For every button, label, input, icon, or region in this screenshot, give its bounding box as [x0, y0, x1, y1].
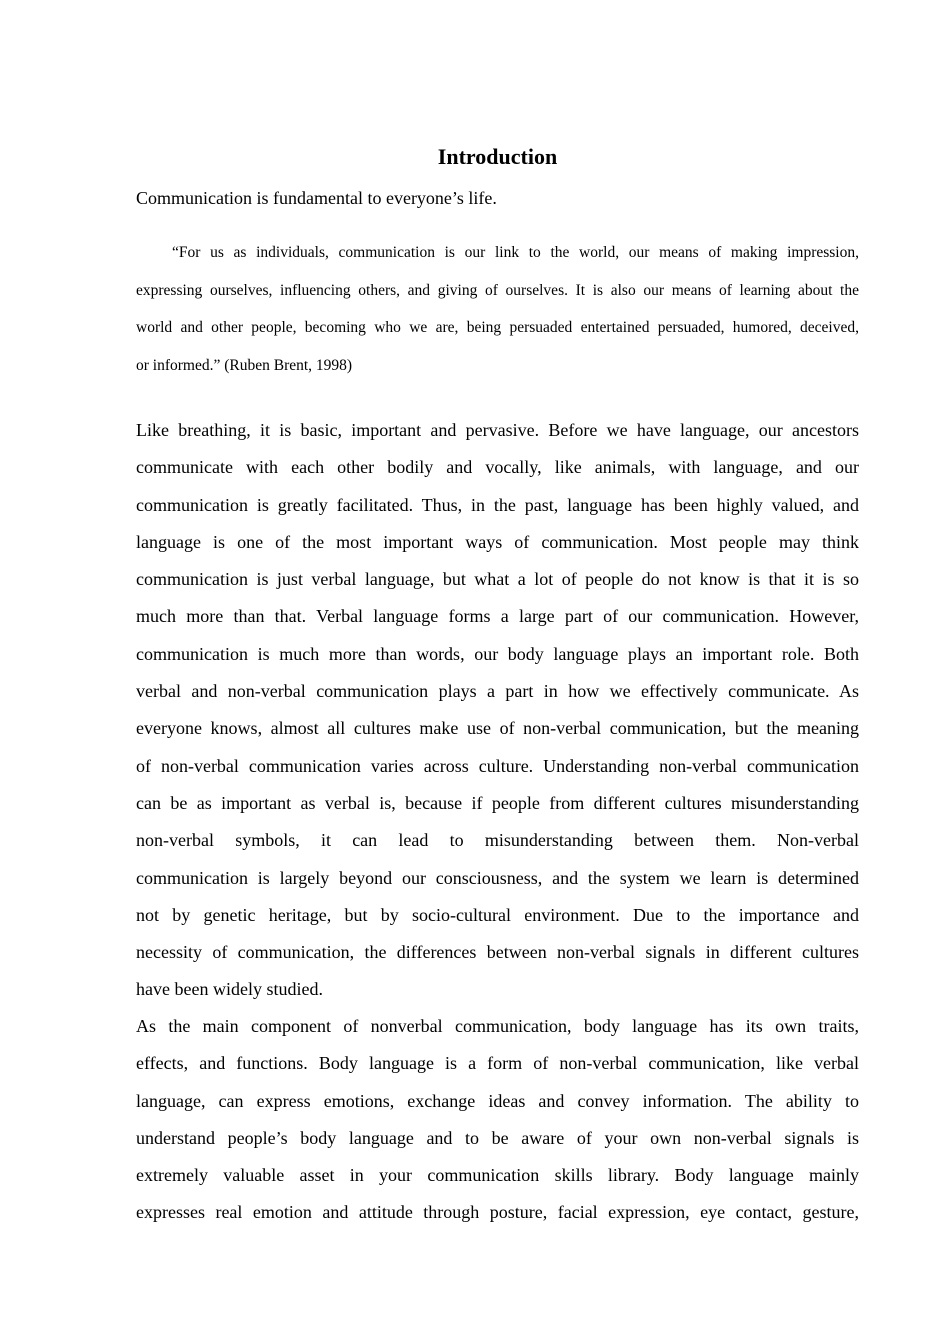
text-line: communication is greatly facilitated. Thus, in the past, language has been highly valued, and: [136, 494, 859, 515]
text-line: have been widely studied.: [136, 979, 323, 1000]
paragraph-1: [136, 418, 859, 1015]
text-line: everyone knows, almost all cultures make use of non-verbal communication, but the meaning: [136, 718, 859, 739]
text-line: can be as important as verbal is, because if people from different cultures misunderstanding: [136, 792, 859, 813]
block-quote: [136, 241, 859, 391]
text-line: expresses real emotion and attitude through posture, facial expression, eye contact, gesture,: [136, 1202, 859, 1223]
text-line: much more than that. Verbal language forms a large part of our communication. However,: [136, 606, 859, 627]
paragraph-2: [136, 1014, 859, 1238]
text-line: language, can express emotions, exchange ideas and convey information. The ability to: [136, 1090, 859, 1111]
text-line: not by genetic heritage, but by socio-cultural environment. Due to the importance and: [136, 904, 859, 925]
text-line: Like breathing, it is basic, important and pervasive. Before we have language, our ancestors: [136, 420, 859, 440]
text-line: world and other people, becoming who we are, being persuaded entertained persuaded, humored, deceived,: [136, 319, 859, 337]
text-line: communication is just verbal language, but what a lot of people do not know is that it is so: [136, 569, 859, 590]
page-title: Introduction: [437, 144, 558, 169]
text-line: verbal and non-verbal communication plays a part in how we effectively communicate. As: [136, 681, 859, 702]
text-line: of non-verbal communication varies across culture. Understanding non-verbal communication: [136, 755, 859, 776]
text-line: communicate with each other bodily and vocally, like animals, with language, and our: [136, 457, 859, 478]
text-line: understand people’s body language and to be aware of your own non-verbal signals is: [136, 1127, 859, 1148]
text-line: or informed.” (Ruben Brent, 1998): [136, 356, 353, 374]
text-line: language is one of the most important ways of communication. Most people may think: [136, 531, 859, 552]
text-line: communication is much more than words, our body language plays an important role. Both: [136, 643, 859, 664]
text-line: necessity of communication, the differences between non-verbal signals in different cultures: [136, 942, 859, 963]
text-line: non-verbal symbols, it can lead to misunderstanding between them. Non-verbal: [136, 830, 859, 851]
text-line: effects, and functions. Body language is a form of non-verbal communication, like verbal: [136, 1053, 859, 1074]
text-line: communication is largely beyond our consciousness, and the system we learn is determined: [136, 867, 859, 888]
text-line: expressing ourselves, influencing others, and giving of ourselves. It is also our means of learning about the: [136, 281, 859, 299]
text-line: As the main component of nonverbal communication, body language has its own traits,: [136, 1016, 859, 1036]
text-line: extremely valuable asset in your communication skills library. Body language mainly: [136, 1165, 859, 1186]
intro-sentence: Communication is fundamental to everyone’s life.: [136, 188, 497, 208]
text-line: “For us as individuals, communication is our link to the world, our means of making impression,: [172, 244, 859, 261]
